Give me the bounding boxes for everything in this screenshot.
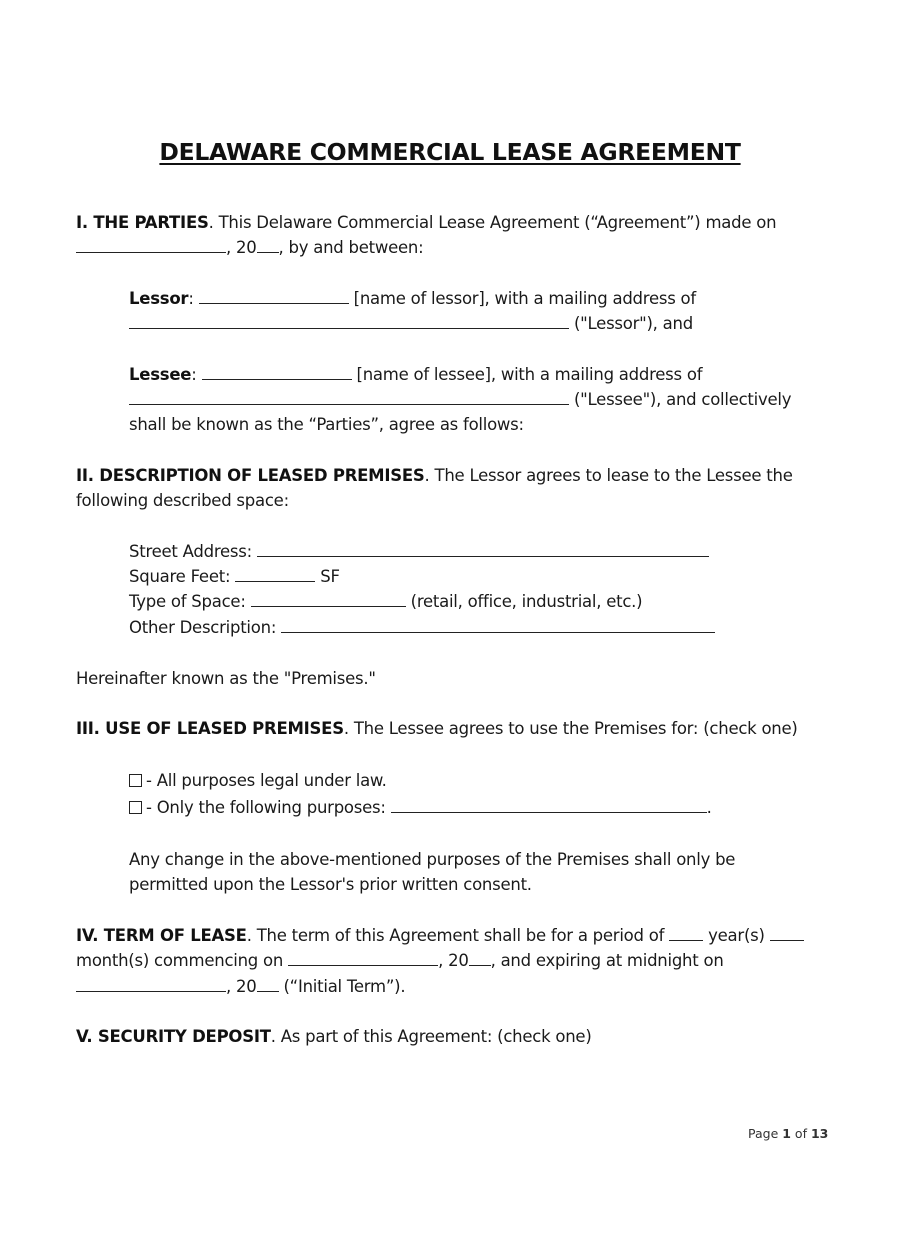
term-text: . The term of this Agreement shall be for a period of bbox=[246, 926, 670, 945]
page-current: 1 bbox=[782, 1126, 791, 1141]
parties-line-1 bbox=[76, 213, 776, 233]
commencement-date-field[interactable] bbox=[288, 951, 438, 966]
lessee-suffix: ("Lessee"), and collectively bbox=[569, 390, 792, 409]
premises-line-2: following described space: bbox=[76, 491, 289, 510]
section-heading-deposit: V. SECURITY DEPOSIT bbox=[76, 1027, 271, 1046]
page-prefix: Page bbox=[748, 1126, 783, 1141]
expiration-date-field[interactable] bbox=[76, 977, 226, 992]
square-feet-row bbox=[129, 567, 340, 587]
use-note-1: Any change in the above-mentioned purposes of the Premises shall only be bbox=[129, 850, 736, 869]
term-line-3 bbox=[76, 977, 405, 997]
use-option-specific-label: - Only the following purposes: bbox=[146, 798, 391, 817]
term-years-label: year(s) bbox=[703, 926, 770, 945]
premises-text: . The Lessor agrees to lease to the Lessee the bbox=[424, 466, 793, 485]
use-text: . The Lessee agrees to use the Premises for: (check one) bbox=[343, 719, 798, 738]
section-heading-premises: II. DESCRIPTION OF LEASED PREMISES bbox=[76, 466, 425, 485]
term-line-1 bbox=[76, 926, 804, 946]
lessee-label: Lessee bbox=[129, 365, 192, 384]
lessor-line-2 bbox=[129, 314, 693, 334]
checkbox-specific-purposes[interactable] bbox=[129, 801, 142, 814]
premises-hereinafter: Hereinafter known as the "Premises." bbox=[76, 669, 376, 688]
square-feet-unit: SF bbox=[315, 567, 340, 586]
parties-between-text: , by and between: bbox=[278, 238, 424, 257]
square-feet-label: Square Feet: bbox=[129, 567, 236, 586]
street-address-row bbox=[129, 542, 709, 562]
street-address-field[interactable] bbox=[257, 542, 709, 557]
parties-text: . This Delaware Commercial Lease Agreement (“Agreement”) made on bbox=[208, 213, 777, 232]
checkbox-all-purposes[interactable] bbox=[129, 774, 142, 787]
agreement-year-field[interactable] bbox=[257, 238, 279, 253]
use-option-period: . bbox=[706, 798, 712, 817]
parties-line-2 bbox=[76, 238, 423, 258]
term-years-field[interactable] bbox=[669, 926, 703, 941]
agreement-date-field[interactable] bbox=[76, 238, 226, 253]
type-of-space-hint: (retail, office, industrial, etc.) bbox=[405, 592, 643, 611]
use-option-all-label: - All purposes legal under law. bbox=[146, 771, 387, 790]
use-option-specific bbox=[129, 798, 712, 818]
expiration-year-prefix: , 20 bbox=[226, 977, 257, 996]
page-of: of bbox=[790, 1126, 811, 1141]
square-feet-field[interactable] bbox=[235, 567, 315, 582]
initial-term-label: (“Initial Term”). bbox=[278, 977, 406, 996]
expiration-year-field[interactable] bbox=[257, 977, 279, 992]
lessor-suffix: ("Lessor"), and bbox=[569, 314, 693, 333]
term-commencing-label: month(s) commencing on bbox=[76, 951, 289, 970]
street-address-label: Street Address: bbox=[129, 542, 257, 561]
specific-purposes-field[interactable] bbox=[391, 798, 707, 813]
section-heading-parties: I. THE PARTIES bbox=[76, 213, 209, 232]
lessee-address-field[interactable] bbox=[129, 390, 569, 405]
commencement-year-field[interactable] bbox=[469, 951, 491, 966]
other-description-field[interactable] bbox=[281, 618, 715, 633]
lessor-label: Lessor bbox=[129, 289, 189, 308]
section-heading-term: IV. TERM OF LEASE bbox=[76, 926, 247, 945]
term-line-2 bbox=[76, 951, 724, 971]
use-option-all bbox=[129, 771, 387, 791]
other-description-label: Other Description: bbox=[129, 618, 282, 637]
other-description-row bbox=[129, 618, 715, 638]
type-of-space-row bbox=[129, 592, 642, 612]
use-note-2: permitted upon the Lessor's prior written consent. bbox=[129, 875, 532, 894]
page-total: 13 bbox=[810, 1126, 829, 1141]
deposit-line-1 bbox=[76, 1027, 592, 1047]
section-heading-use: III. USE OF LEASED PREMISES bbox=[76, 719, 344, 738]
document-title: DELAWARE COMMERCIAL LEASE AGREEMENT bbox=[159, 138, 741, 166]
type-of-space-label: Type of Space: bbox=[129, 592, 251, 611]
page-number bbox=[748, 1126, 828, 1141]
lessee-name-field[interactable] bbox=[202, 365, 352, 380]
term-months-field[interactable] bbox=[770, 926, 804, 941]
type-of-space-field[interactable] bbox=[251, 592, 406, 607]
lessee-line-3: shall be known as the “Parties”, agree as follows: bbox=[129, 415, 524, 434]
lessor-text: [name of lessor], with a mailing address of bbox=[348, 289, 696, 308]
lessor-address-field[interactable] bbox=[129, 314, 569, 329]
lessor-name-field[interactable] bbox=[199, 289, 349, 304]
commencement-year-prefix: , 20 bbox=[438, 951, 469, 970]
deposit-text: . As part of this Agreement: (check one) bbox=[270, 1027, 592, 1046]
year-prefix: , 20 bbox=[226, 238, 257, 257]
premises-line-1 bbox=[76, 466, 793, 486]
lessee-text: [name of lessee], with a mailing address of bbox=[351, 365, 703, 384]
lessee-line-2 bbox=[129, 390, 791, 410]
lessor-line-1: Lessor: [name of lessor], with a mailing address of bbox=[129, 289, 696, 308]
use-line-1 bbox=[76, 719, 798, 739]
lessee-line-1: Lessee: [name of lessee], with a mailing address of bbox=[129, 365, 703, 384]
term-expiring-label: , and expiring at midnight on bbox=[490, 951, 724, 970]
